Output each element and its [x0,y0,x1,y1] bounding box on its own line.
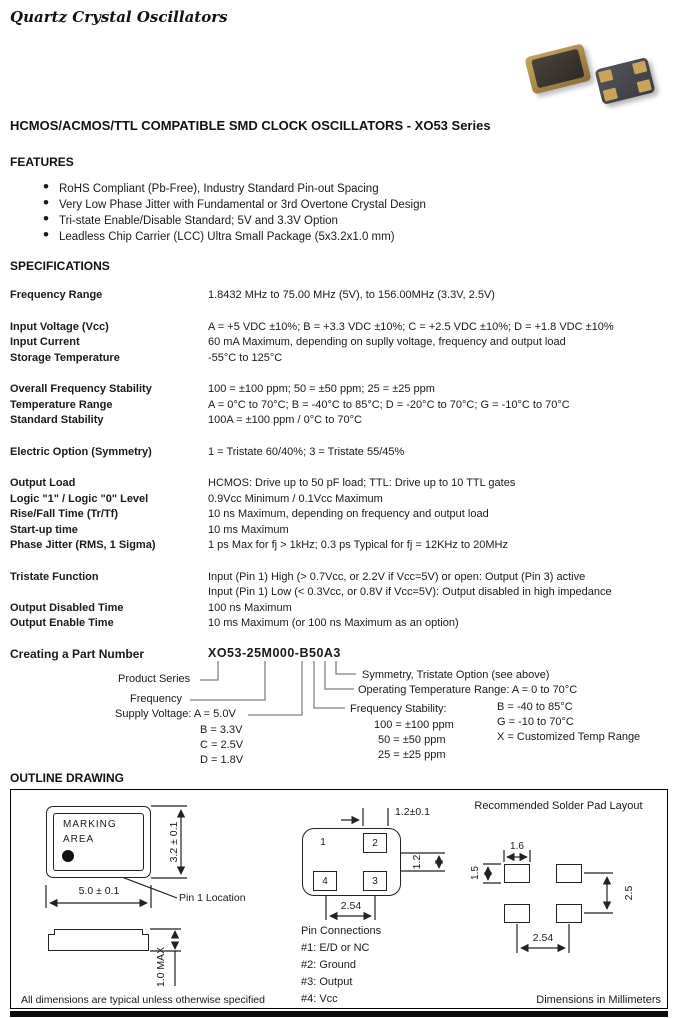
pin-connections-title: Pin Connections [301,925,382,937]
table-row [10,382,672,398]
oscillator-marking-plate [531,49,585,89]
pin1-location-label: Pin 1 Location [179,892,246,904]
spec-value: A = 0°C to 70°C; B = -40°C to 85°C; D = -20°C to 70°C; G = -10°C to 70°C [208,398,570,411]
outline-drawing-heading: OUTLINE DRAWING [10,771,124,785]
features-heading: FEATURES [10,155,74,169]
table-row [10,351,672,367]
part-number-heading: Creating a Part Number [10,647,145,661]
pad-2: 2 [363,833,387,853]
part-number-diagram [0,643,679,778]
pad-1-number: 1 [320,836,326,848]
spec-label: Tristate Function [10,570,99,583]
table-row [10,335,672,351]
spec-value: 100A = ±100 ppm / 0°C to 70°C [208,414,362,426]
table-row [10,538,672,554]
spec-value: 10 ms Maximum [208,523,289,536]
part-number-leader-lines [0,643,679,778]
solder-pad [632,61,647,75]
dim-package-width: 5.0 ± 0.1 [78,885,120,897]
pn-label-temp-g: G = -10 to 70°C [497,716,574,728]
bottom-rule-bar [10,1011,668,1017]
spec-value: 1.8432 MHz to 75.00 MHz (5V), to 156.00MHz (3.3V, 2.5V) [208,289,495,301]
specifications-heading: SPECIFICATIONS [10,259,110,273]
pn-label-freq-stability: Frequency Stability: [350,703,447,715]
solder-pad-layout-title: Recommended Solder Pad Layout [474,800,643,812]
pn-label-product-series: Product Series [118,673,191,685]
dimensions-note-left: All dimensions are typical unless otherwise specified [21,994,265,1006]
specifications-table [10,288,672,632]
pin-connection-4: #4: Vcc [301,993,338,1005]
pn-label-op-temp: Operating Temperature Range: A = 0 to 70°C [358,684,578,696]
pin-connections [301,923,381,1008]
pn-label-frequency: Frequency [130,693,182,705]
pin-connection-2: #2: Ground [301,959,357,971]
spec-value: 100 ns Maximum [208,601,292,614]
table-row [10,476,672,492]
product-heading: HCMOS/ACMOS/TTL COMPATIBLE SMD CLOCK OSCILLATORS - XO53 Series [10,118,491,133]
dim-solder-vertical-pitch: 2.5 [623,885,635,901]
spec-label: Output Disabled Time [10,601,124,614]
spec-value: Input (Pin 1) High (> 0.7Vcc, or 2.2V if Vcc=5V) or open: Output (Pin 3) active [208,570,586,583]
pin-connection-3: #3: Output [301,976,353,988]
table-row [10,492,672,508]
dim-thickness: 1.0 MAX [155,946,167,988]
feature-item: • Leadless Chip Carrier (LCC) Ultra Small Package (5x3.2x1.0 mm) [43,229,643,245]
features-list [43,181,643,245]
spec-label: Logic "1" / Logic "0" Level [10,492,149,505]
spec-value: 10 ms Maximum (or 100 ns Maximum as an option) [208,617,459,629]
pn-label-supply-d: D = 1.8V [200,754,244,766]
pn-label-supply-c: C = 2.5V [200,739,244,751]
table-row [10,585,672,601]
package-lid [54,929,143,935]
dim-package-height: 3.2 ± 0.1 [168,821,180,863]
table-row [10,288,672,304]
spec-value: HCMOS: Drive up to 50 pF load; TTL: Drive up to 10 TTL gates [208,477,516,489]
spec-label: Output Enable Time [10,617,114,629]
dim-pad-width: 1.2±0.1 [395,806,430,818]
document-title: Quartz Crystal Oscillators [10,8,228,26]
marking-area-label: MARKING AREA [63,819,117,845]
dim-solder-pad-height: 1.5 [470,866,481,880]
spec-label [10,585,208,601]
spec-label: Overall Frequency Stability [10,383,152,395]
spec-value: Input (Pin 1) Low (< 0.3Vcc, or 0.8V if Vcc=5V): Output disabled in high impedance [208,586,612,598]
spec-label: Rise/Fall Time (Tr/Tf) [10,508,118,520]
pn-label-fs-25: 25 = ±25 ppm [378,749,446,761]
package-side-view-drawing [48,934,149,951]
pn-label-fs-100: 100 = ±100 ppm [374,719,454,731]
spec-value: 0.9Vcc Minimum / 0.1Vcc Maximum [208,492,383,505]
spec-value: 10 ns Maximum, depending on frequency and output load [208,508,489,520]
table-row [10,570,672,586]
pad-4: 4 [313,871,337,891]
spec-value: 1 = Tristate 60/40%; 3 = Tristate 55/45% [208,445,405,458]
spec-value: -55°C to 125°C [208,351,283,364]
solder-pad-tl [504,864,530,883]
dim-pitch-mid: 2.54 [340,900,362,912]
dimensions-note-right: Dimensions in Millimeters [536,994,661,1006]
solder-pad [637,79,652,93]
pin-connection-1: #1: E/D or NC [301,942,370,954]
table-row [10,523,672,539]
pn-label-supply-b: B = 3.3V [200,724,243,736]
spec-label: Input Current [10,336,80,348]
oscillator-photo-bottom-view [594,57,655,105]
spec-label: Standard Stability [10,414,104,426]
spec-label: Storage Temperature [10,351,120,364]
pad-3: 3 [363,871,387,891]
pn-label-symmetry: Symmetry, Tristate Option (see above) [362,669,550,681]
oscillator-photo-top-view [524,43,591,94]
solder-pad-tr [556,864,582,883]
table-row [10,507,672,523]
table-row [10,445,672,461]
spec-value: 100 = ±100 ppm; 50 = ±50 ppm; 25 = ±25 ppm [208,383,435,395]
outline-drawing-box [10,789,668,1009]
table-row [10,616,672,632]
spec-value: 1 ps Max for fj > 1kHz; 0.3 ps Typical for fj = 12KHz to 20MHz [208,539,508,551]
pin1-dot [62,850,74,862]
solder-pad-bl [504,904,530,923]
spec-label: Temperature Range [10,398,113,411]
table-row [10,601,672,617]
part-number-example: XO53-25M000-B50A3 [208,646,341,660]
spec-label: Electric Option (Symmetry) [10,445,152,458]
solder-pad [603,88,618,102]
dim-solder-horizontal-pitch: 2.54 [532,932,554,944]
pn-label-temp-x: X = Customized Temp Range [497,731,641,743]
dim-solder-pad-width: 1.6 [510,841,524,852]
dim-pad-gap: 1.2 [411,854,423,870]
spec-label: Input Voltage (Vcc) [10,320,109,333]
table-row [10,398,672,414]
feature-item: • Tri-state Enable/Disable Standard; 5V and 3.3V Option [43,213,643,229]
table-row [10,413,672,429]
pn-label-fs-50: 50 = ±50 ppm [378,734,446,746]
spec-label: Output Load [10,477,76,489]
spec-value: A = +5 VDC ±10%; B = +3.3 VDC ±10%; C = +2.5 VDC ±10%; D = +1.8 VDC ±10% [208,320,614,333]
spec-label: Frequency Range [10,289,103,301]
spec-value: 60 mA Maximum, depending on suplly voltage, frequency and output load [208,336,566,348]
solder-pad-br [556,904,582,923]
table-row [10,320,672,336]
feature-item: • RoHS Compliant (Pb-Free), Industry Standard Pin-out Spacing [43,181,643,197]
pn-label-temp-b: B = -40 to 85°C [497,701,573,713]
solder-pad [598,69,613,83]
pn-label-supply-voltage: Supply Voltage: A = 5.0V [115,708,236,720]
feature-item: • Very Low Phase Jitter with Fundamental or 3rd Overtone Crystal Design [43,197,643,213]
spec-label: Phase Jitter (RMS, 1 Sigma) [10,539,156,551]
spec-label: Start-up time [10,523,78,536]
